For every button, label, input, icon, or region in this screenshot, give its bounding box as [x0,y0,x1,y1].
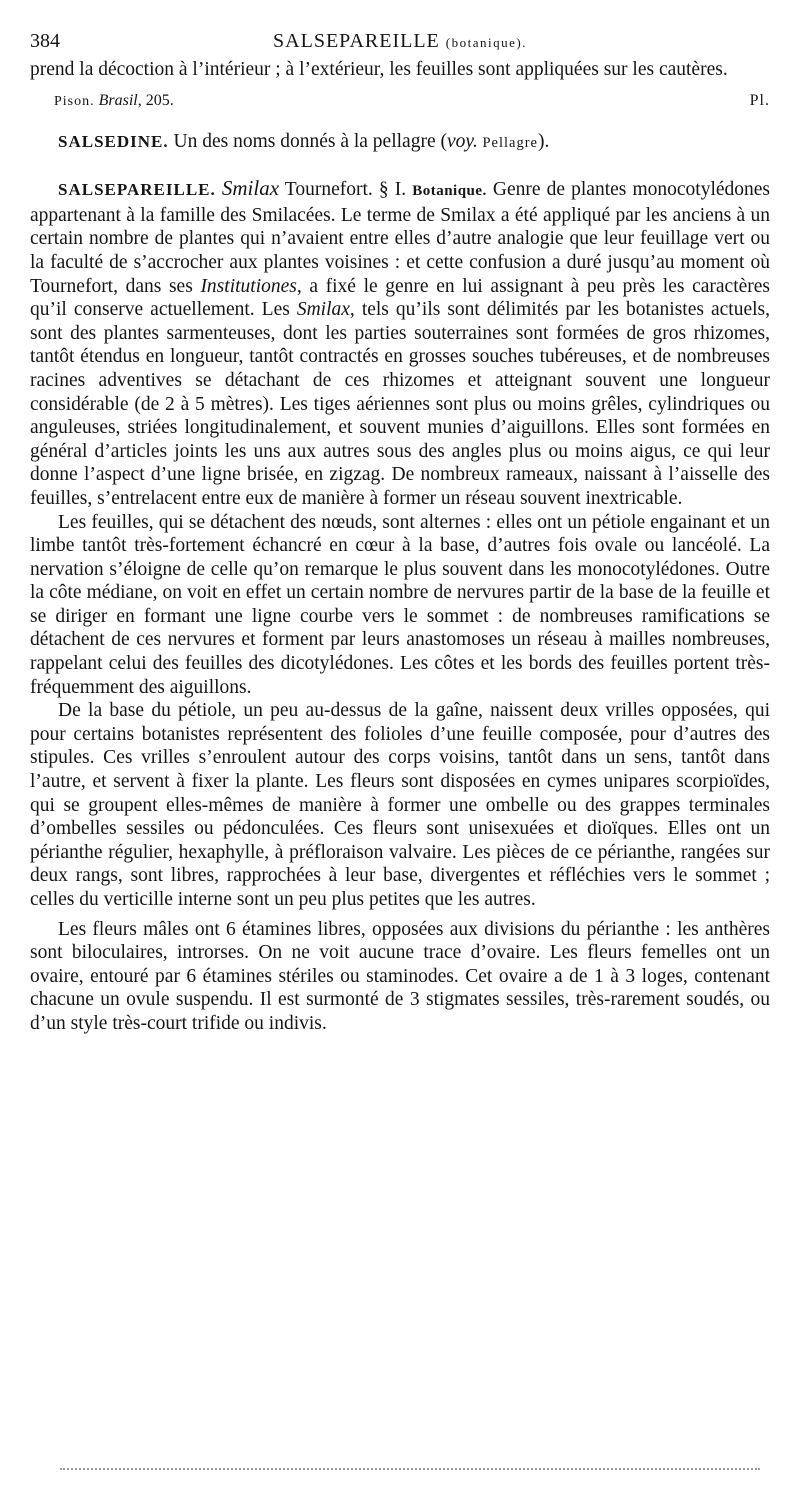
running-title-sub: (botanique). [445,35,527,50]
salsedine-text-after: ). [537,130,550,152]
headword-salsedine: SALSEDINE. [58,131,169,151]
paragraph-leaves: Les feuilles, qui se détachent des nœuds, sont alternes : elles ont un pétiole engainant et un limbe tantôt très-fortement échancré en cœur à la base, d’autres fois ovale ou lancéolé. La nervation s’éloigne de celle qu’on remarque le plus souvent dans les monocotylédones. Outre la côte médiane, on voit en effet un certain nombre de nervures partir de la base de la feuille et se diriger en formant une ligne courbe vers le sommet : de nombreuses ramifications se détachent de ces nervures et forment par leurs anastomoses un réseau à mailles nombreuses, rappelant celui des feuilles des dicotylédones. Les côtes et les bords des feuilles portent très-fréquemment des aiguillons. [30,511,770,698]
continuation-paragraph: prend la décoction à l’intérieur ; à l’extérieur, les feuilles sont appliquées sur les cautères. [30,59,728,80]
paragraph-male-female-flowers: Les fleurs mâles ont 6 étamines libres, opposées aux divisions du périanthe : les anthères sont biloculaires, introrses. On ne voit aucune trace d’ovaire. Les fleurs femelles ont un ovaire, entouré par 6 étamines stériles ou staminodes. Cet ovaire a de 1 à 3 loges, contenant chacune un ovule suspendu. Il est surmonté de 3 stigmates sessiles, très-rarement soudés, ou d’un style très-court trifide ou indivis. [30,918,770,1034]
running-title [30,30,770,53]
entry-salsepareille [30,177,770,510]
salsedine-voy: voy. [446,130,478,152]
page-number: 384 [30,30,60,52]
institutiones-title: Institutiones [200,275,297,297]
paragraph-tendrils-flowers: De la base du pétiole, un peu au-dessus de la gaîne, naissent deux vrilles opposées, qui pour certains botanistes représentent des folioles d’une feuille composée, pour d’autres des stipules. Ces vrilles s’enroulent autour des corps voisins, tantôt dans un sens, tantôt dans l’autre, et servent à fixer la plante. Les fleurs sont disposées en cymes unipares scorpioïdes, qui se groupent elles-mêmes de manière à former une ombelle ou des grappes terminales d’ombelles sessiles ou pédonculées. Ces fleurs sont unisexuées et dioïques. Elles ont un périanthe régulier, hexaphylle, à préfloraison valvaire. Les pièces de ce périanthe, rangées sur deux rangs, sont libres, rapprochées à leur base, divergentes et réfléchies vers le sommet ; celles du verticille interne sont un peu plus petites que les autres. [30,700,770,910]
citation-row [54,92,770,110]
genus-name: Smilax [221,176,280,201]
section-mark: § I. [378,179,407,201]
smilax-italic: Smilax [296,299,350,321]
dictionary-page [30,30,770,1036]
citation-work: Brasil [98,91,138,109]
entry-text-3: , tels qu’ils sont délimités par les botanistes actuels, sont des plantes sarmenteuses, dont les parties souterraines sont formées de gros rhizomes, tantôt étendus en longueur, tantôt contractés en grosses souches tubéreuses, et de nombreuses racines adventives se détachant de ces rhizomes et atteignant souvent une longueur considérable (de 2 à 5 mètres). Les tiges aériennes sont plus ou moins grêles, cylindriques ou anguleuses, striées longitudinalement, et souvent munies d’aiguillons. Elles sont formées en général d’articles joints les uns aux autres sous des angles plus ou moins aigus, ce qui leur donne l’aspect d’une ligne brisée, en zigzag. De nombreux rameaux, naissant à l’aisselle des feuilles, s’entrelacent entre eux de manière à former un réseau souvent inextricable. [30,299,770,509]
salsedine-text-before: Un des noms donnés à la pellagre ( [168,130,447,152]
citation-page: , 205. [137,91,174,109]
entry-text-1: Genre de plantes monocotylédones appartenant à la famille des Smilacées. Le terme de Smilax a été appliqué par les anciens à un certain nombre de plantes qui n’avaient entre elles d’autre analogie que leur feuillage vert ou la faculté de s’accrocher aux plantes voisines : et cette confusion a duré jusqu’au moment où Tournefort, dans ses [30,179,771,297]
genus-authority: Tournefort. [279,179,379,201]
citation-author: Pison. [54,93,95,109]
section-title: Botanique. [412,183,487,200]
entry-text-2: , a fixé le genre en lui assignant à peu près les caractères qu’il conserve actuellement. Les [30,275,771,321]
running-title-main: SALSEPAREILLE [273,30,440,52]
author-signature: Pl. [749,91,770,109]
citation [54,92,174,110]
headword-salsepareille: SALSEPAREILLE. [58,180,216,200]
entry-salsedine [30,130,770,156]
salsedine-cross-reference: Pellagre [477,134,538,151]
page-header [30,30,770,58]
footer-dotted-rule [60,1468,760,1470]
